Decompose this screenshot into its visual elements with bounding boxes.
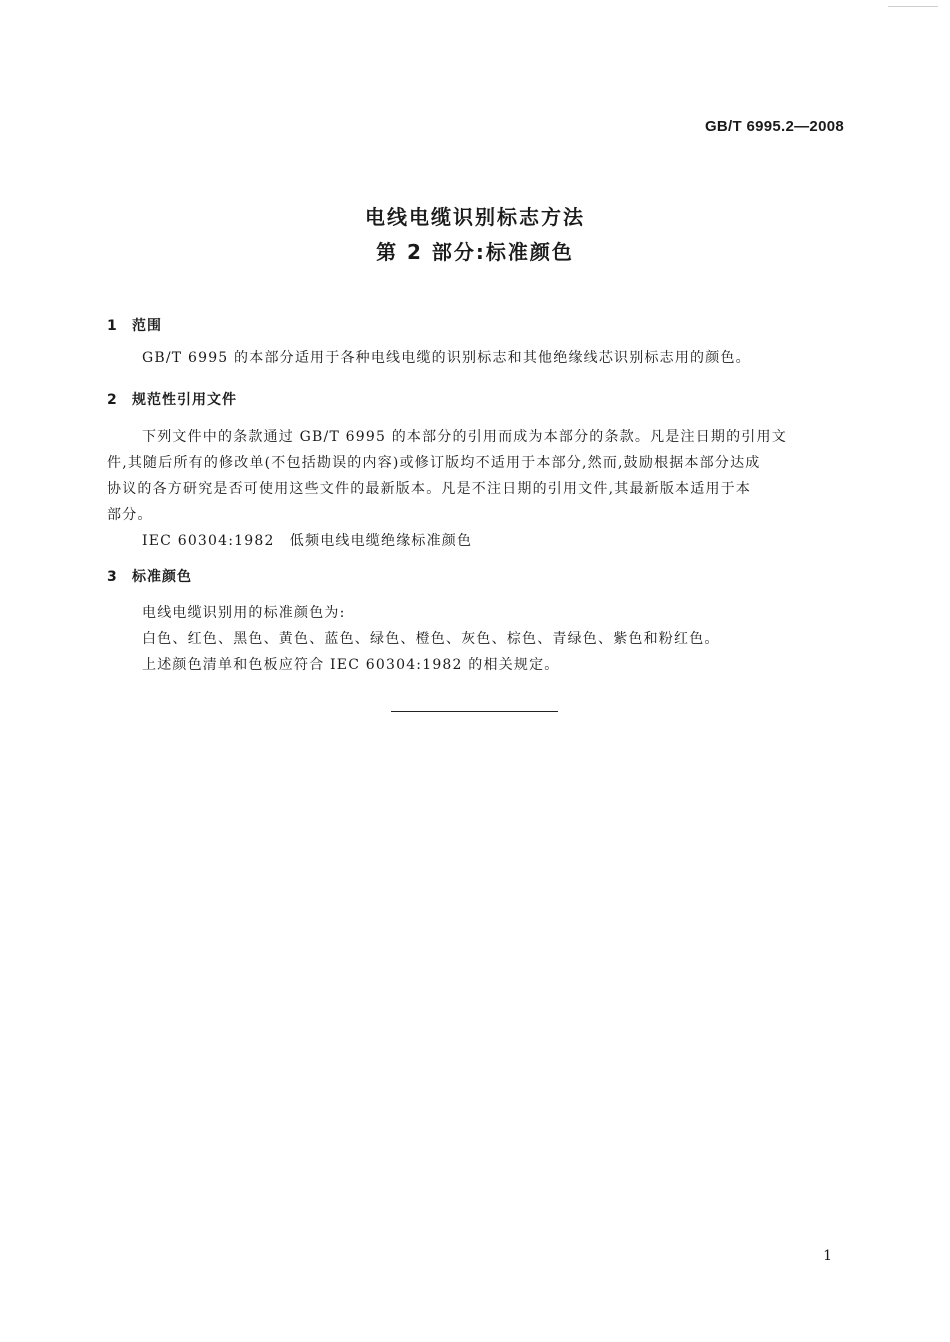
section-title: 范围 bbox=[132, 318, 162, 334]
references-paragraph-line: 协议的各方研究是否可使用这些文件的最新版本。凡是不注日期的引用文件,其最新版本适用于本 bbox=[107, 481, 752, 497]
referenced-standard-item: IEC 60304:1982 低频电线电缆绝缘标准颜色 bbox=[142, 533, 473, 549]
references-paragraph-line: 下列文件中的条款通过 GB/T 6995 的本部分的引用而成为本部分的条款。凡是注日期的引用文 bbox=[142, 429, 787, 445]
section-number: 3 bbox=[107, 569, 118, 585]
section-title: 标准颜色 bbox=[132, 569, 192, 585]
page-number: 1 bbox=[823, 1248, 832, 1264]
section-number: 1 bbox=[107, 318, 118, 334]
section-heading-scope bbox=[107, 315, 162, 335]
standard-number: GB/T 6995.2—2008 bbox=[704, 118, 844, 135]
colours-list-paragraph: 白色、红色、黑色、黄色、蓝色、绿色、橙色、灰色、棕色、青绿色、紫色和粉红色。 bbox=[142, 631, 720, 647]
scan-artifact-mark bbox=[888, 6, 938, 7]
section-title: 规范性引用文件 bbox=[132, 392, 237, 408]
section-heading-standard-colours bbox=[107, 566, 192, 586]
scope-paragraph: GB/T 6995 的本部分适用于各种电线电缆的识别标志和其他绝缘线芯识别标志用的颜色。 bbox=[142, 350, 751, 366]
references-paragraph-line: 件,其随后所有的修改单(不包括勘误的内容)或修订版均不适用于本部分,然而,鼓励根据本部分达成 bbox=[107, 455, 761, 471]
section-number: 2 bbox=[107, 392, 118, 408]
document-title: 电线电缆识别标志方法 bbox=[365, 205, 585, 229]
section-heading-normative-references bbox=[107, 389, 237, 409]
end-of-document-rule bbox=[391, 711, 558, 712]
colours-intro-paragraph: 电线电缆识别用的标准颜色为: bbox=[142, 605, 346, 621]
document-subtitle: 第 2 部分:标准颜色 bbox=[376, 240, 574, 264]
references-paragraph-line: 部分。 bbox=[107, 507, 153, 523]
colours-compliance-paragraph: 上述颜色清单和色板应符合 IEC 60304:1982 的相关规定。 bbox=[142, 657, 560, 673]
